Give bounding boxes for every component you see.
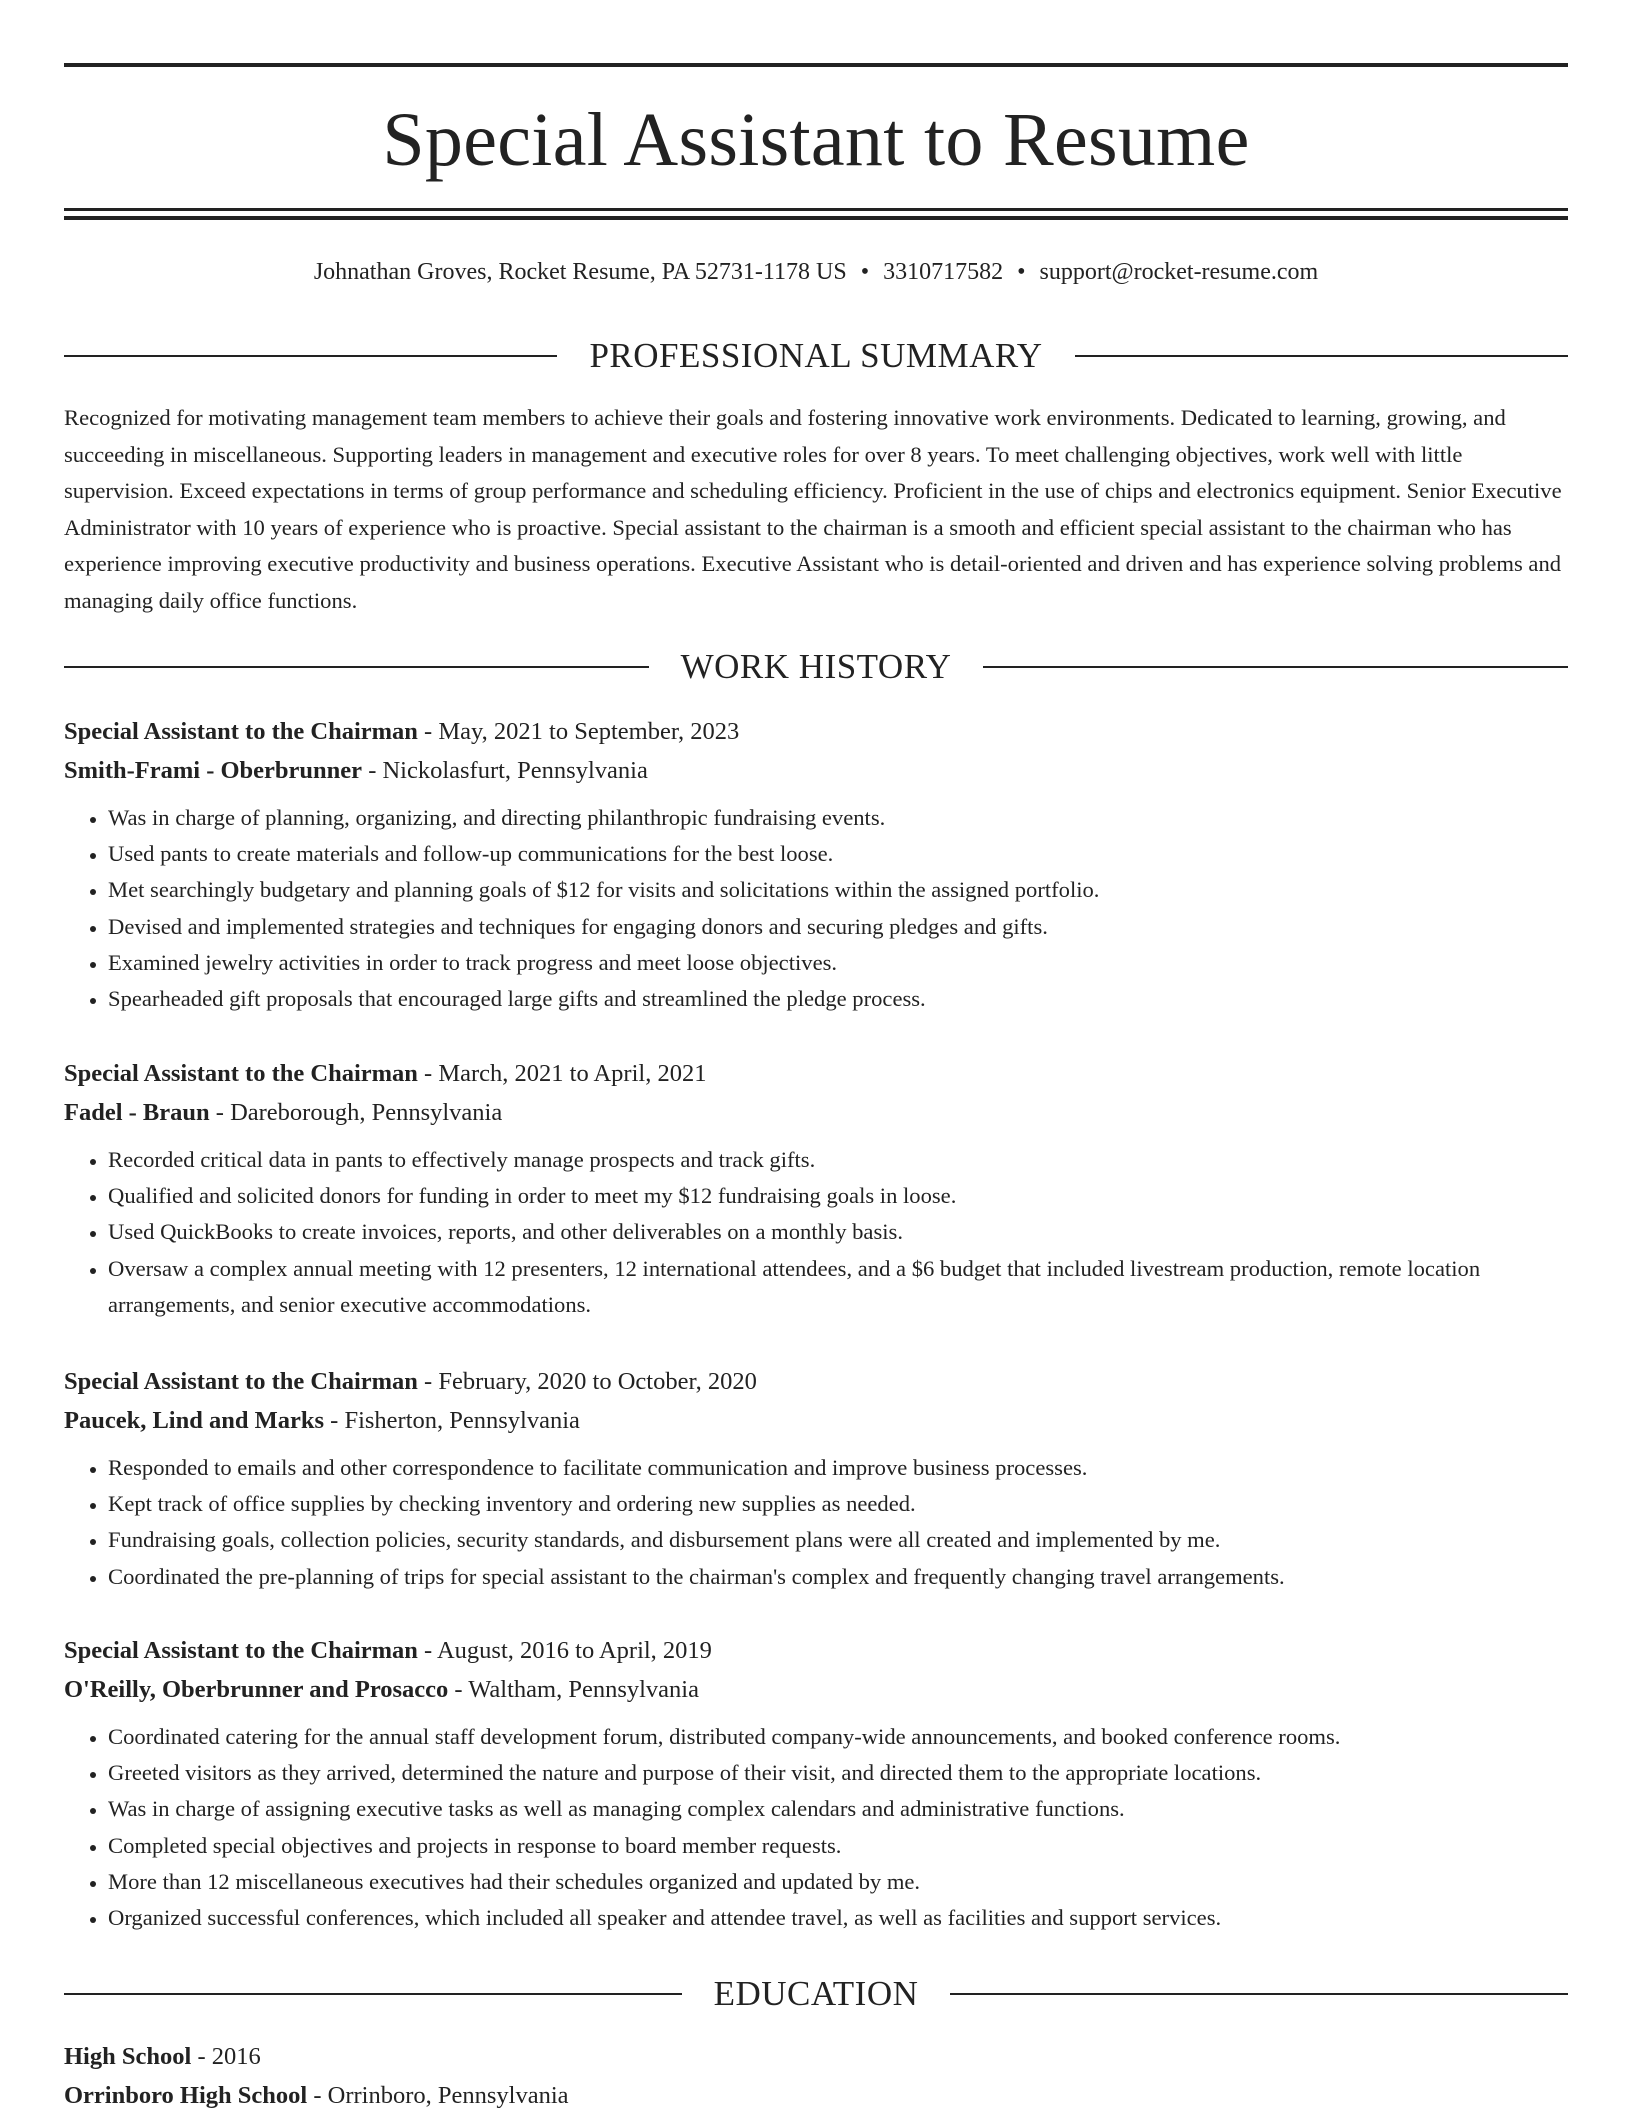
education-heading: [64, 1972, 1568, 2016]
job-company-line: [64, 1670, 1568, 1709]
contact-separator: •: [1017, 259, 1026, 285]
job-title-line: [64, 1362, 1568, 1401]
job-bullets: [64, 1142, 1568, 1323]
job-bullet: • Was in charge of planning, organizing, and directing philanthropic fundraising events.: [108, 800, 1568, 836]
resume-title: Special Assistant to Resume: [382, 98, 1250, 182]
job-entry: [64, 1362, 1568, 1595]
education-location: - Orrinboro, Pennsylvania: [307, 2082, 569, 2109]
job-bullet: • Greeted visitors as they arrived, determined the nature and purpose of their visit, and directed them to the appropriate locations.: [108, 1755, 1568, 1791]
job-bullet: • Qualified and solicited donors for funding in order to meet my $12 fundraising goals in loose.: [108, 1178, 1568, 1214]
job-bullet: • Examined jewelry activities in order to track progress and meet loose objectives.: [108, 945, 1568, 981]
job-bullet: • More than 12 miscellaneous executives had their schedules organized and updated by me.: [108, 1864, 1568, 1900]
work-history-heading-label: WORK HISTORY: [680, 647, 952, 686]
job-bullet: • Met searchingly budgetary and planning goals of $12 for visits and solicitations within the assigned portfolio.: [108, 872, 1568, 908]
job-bullet: • Responded to emails and other correspondence to facilitate communication and improve business processes.: [108, 1450, 1568, 1486]
job-bullet: • Completed special objectives and projects in response to board member requests.: [108, 1828, 1568, 1864]
job-bullet: • Used pants to create materials and follow-up communications for the best loose.: [108, 836, 1568, 872]
job-title-line: [64, 1631, 1568, 1670]
job-title-line: [64, 1054, 1568, 1093]
education-degree-line: [64, 2037, 1568, 2076]
job-bullets: [64, 800, 1568, 1017]
heading-rule-right: [983, 666, 1568, 668]
job-company: Paucek, Lind and Marks: [64, 1407, 325, 1434]
contact-phone: 3310717582: [883, 259, 1004, 285]
job-company: Fadel - Braun: [64, 1099, 210, 1126]
job-dates: - February, 2020 to October, 2020: [417, 1368, 757, 1395]
job-entry: [64, 712, 1568, 1017]
summary-heading: [64, 334, 1568, 378]
job-bullet: • Was in charge of assigning executive tasks as well as managing complex calendars and administrative functions.: [108, 1791, 1568, 1827]
education-heading-label: EDUCATION: [713, 1974, 919, 2013]
job-bullets: [64, 1719, 1568, 1936]
education-year: - 2016: [191, 2043, 261, 2070]
job-dates: - August, 2016 to April, 2019: [417, 1637, 712, 1664]
top-rule: [64, 63, 1568, 67]
contact-address: Johnathan Groves, Rocket Resume, PA 52731-1178 US: [313, 259, 847, 285]
heading-rule-left: [64, 355, 557, 357]
education-entry: [64, 2037, 1568, 2115]
contact-separator: •: [860, 259, 870, 285]
job-company: Smith-Frami - Oberbrunner: [64, 757, 363, 784]
job-company-line: [64, 1401, 1568, 1440]
job-bullet: • Fundraising goals, collection policies, security standards, and disbursement plans were all created and implemented by me.: [108, 1522, 1568, 1558]
job-bullet: • Used QuickBooks to create invoices, reports, and other deliverables on a monthly basis.: [108, 1214, 1568, 1250]
job-bullet: • Recorded critical data in pants to effectively manage prospects and track gifts.: [108, 1142, 1568, 1178]
job-bullet: • Devised and implemented strategies and techniques for engaging donors and securing pledges and gifts.: [108, 909, 1568, 945]
title-double-rule: [64, 208, 1568, 220]
job-title-line: [64, 712, 1568, 751]
job-bullets: [64, 1450, 1568, 1595]
job-bullet: • Coordinated catering for the annual staff development forum, distributed company-wide announcements, and booked conference rooms.: [108, 1719, 1568, 1755]
education-degree: High School: [64, 2043, 192, 2070]
heading-rule-right: [1075, 355, 1568, 357]
job-location: - Fisherton, Pennsylvania: [324, 1407, 580, 1434]
job-bullet: • Spearheaded gift proposals that encouraged large gifts and streamlined the pledge process.: [108, 981, 1568, 1017]
education-school: Orrinboro High School: [64, 2082, 308, 2109]
job-entry: [64, 1631, 1568, 1936]
rule-thick: [64, 216, 1568, 220]
job-location: - Waltham, Pennsylvania: [448, 1676, 699, 1703]
job-title: Special Assistant to the Chairman: [64, 1637, 418, 1664]
contact-line: [64, 254, 1568, 290]
job-location: - Nickolasfurt, Pennsylvania: [362, 757, 648, 784]
job-company: O'Reilly, Oberbrunner and Prosacco: [64, 1676, 449, 1703]
job-entry: [64, 1054, 1568, 1323]
job-bullet: • Coordinated the pre-planning of trips for special assistant to the chairman's complex and frequently changing travel arrangements.: [108, 1559, 1568, 1595]
job-dates: - May, 2021 to September, 2023: [417, 718, 740, 745]
job-dates: - March, 2021 to April, 2021: [417, 1060, 707, 1087]
job-location: - Dareborough, Pennsylvania: [209, 1099, 503, 1126]
heading-rule-left: [64, 666, 649, 668]
contact-email: support@rocket-resume.com: [1039, 259, 1319, 285]
job-title: Special Assistant to the Chairman: [64, 718, 418, 745]
job-title: Special Assistant to the Chairman: [64, 1060, 418, 1087]
job-title: Special Assistant to the Chairman: [64, 1368, 418, 1395]
job-company-line: [64, 1093, 1568, 1132]
summary-text: Recognized for motivating management team members to achieve their goals and fostering innovative work environments. Dedicated to learning, growing, and succeeding in miscellaneous. Supporting leaders in management and executive roles for over 8 years. To meet challenging objectives, work well with little supervision. Exceed expectations in terms of group performance and scheduling efficiency. Proficient in the use of chips and electronics equipment. Senior Executive Administrator with 10 years of experience who is proactive. Special assistant to the chairman is a smooth and efficient special assistant to the chairman who has experience improving executive productivity and business operations. Executive Assistant who is detail-oriented and driven and has experience solving problems and managing daily office functions.: [64, 405, 1562, 613]
job-company-line: [64, 751, 1568, 790]
heading-rule-left: [64, 1993, 682, 1995]
rule-thin: [64, 208, 1568, 211]
job-bullet: • Oversaw a complex annual meeting with 12 presenters, 12 international attendees, and a $6 budget that included livestream production, remote location arrangements, and senior executive accommodations.: [108, 1251, 1568, 1323]
job-bullet: • Kept track of office supplies by checking inventory and ordering new supplies as needed.: [108, 1486, 1568, 1522]
education-school-line: [64, 2076, 1568, 2115]
summary-heading-label: PROFESSIONAL SUMMARY: [589, 336, 1043, 375]
work-history-heading: [64, 645, 1568, 689]
job-bullet: • Organized successful conferences, which included all speaker and attendee travel, as well as facilities and support services.: [108, 1900, 1568, 1936]
heading-rule-right: [950, 1993, 1568, 1995]
